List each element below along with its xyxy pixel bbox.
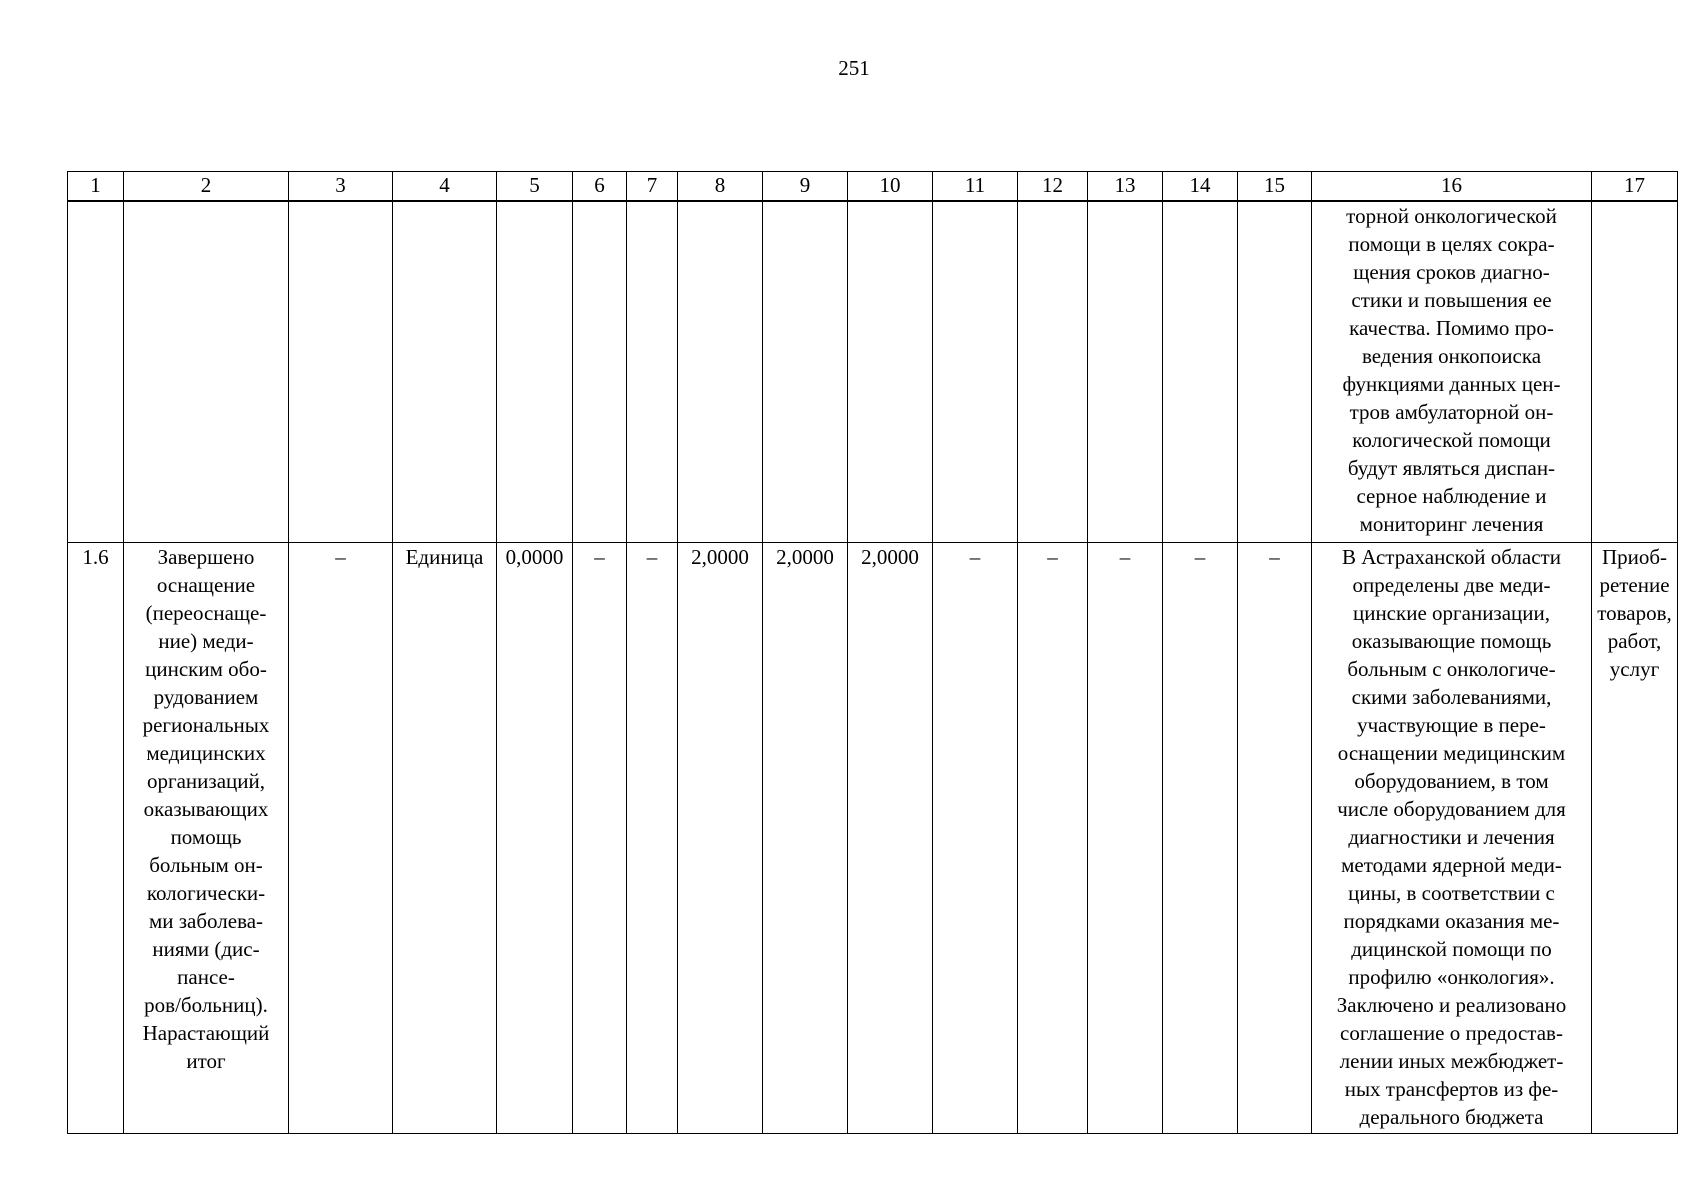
- table-cell: –: [627, 543, 678, 1134]
- column-header: 9: [763, 172, 848, 202]
- column-header: 10: [848, 172, 933, 202]
- table-cell: –: [1238, 543, 1312, 1134]
- column-header: 11: [933, 172, 1018, 202]
- table-cell-empty: [627, 201, 678, 543]
- table-cell-empty: [393, 201, 497, 543]
- table-cell-indicator-name: Завершено оснащение (переоснаще- ние) меди- цинским обо- рудованием региональных медицинских организаций, оказывающих помощь больным он- кологически- ми заболева- ниями (дис- пансе- ров/больниц). Нарастающий итог: [124, 543, 289, 1134]
- table-cell-empty: [763, 201, 848, 543]
- table-cell-comment: торной онкологической помощи в целях сокра- щения сроков диагно- стики и повышения ее качества. Помимо про- ведения онкопоиска функциями данных цен- тров амбулаторной он- кологической помощи будут являться диспан- серное наблюдение и мониторинг лечения: [1312, 201, 1592, 543]
- table-cell-number: 1.6: [68, 543, 124, 1134]
- column-header: 13: [1088, 172, 1163, 202]
- table-cell: –: [573, 543, 627, 1134]
- column-header: 12: [1018, 172, 1088, 202]
- table-cell-empty: [933, 201, 1018, 543]
- table-cell-empty: [1163, 201, 1238, 543]
- column-header: 6: [573, 172, 627, 202]
- table-cell-empty: [1018, 201, 1088, 543]
- column-header: 16: [1312, 172, 1592, 202]
- column-header: 5: [497, 172, 573, 202]
- column-header: 14: [1163, 172, 1238, 202]
- column-header: 4: [393, 172, 497, 202]
- column-header: 17: [1592, 172, 1678, 202]
- column-header: 3: [289, 172, 393, 202]
- table-cell-empty: [1592, 201, 1678, 543]
- column-number-header-row: [68, 172, 1678, 202]
- table-cell: –: [1018, 543, 1088, 1134]
- table-cell-empty: [289, 201, 393, 543]
- page-number: 251: [838, 56, 870, 80]
- table-cell: –: [289, 543, 393, 1134]
- table-cell-empty: [68, 201, 124, 543]
- column-header: 2: [124, 172, 289, 202]
- table-cell-empty: [497, 201, 573, 543]
- table-cell-unit: Единица: [393, 543, 497, 1134]
- column-header: 8: [678, 172, 763, 202]
- table-cell-empty: [678, 201, 763, 543]
- table-cell-value: 2,0000: [763, 543, 848, 1134]
- table-cell-empty: [848, 201, 933, 543]
- table-cell-value: 2,0000: [848, 543, 933, 1134]
- table-cell-value: 0,0000: [497, 543, 573, 1134]
- column-header: 1: [68, 172, 124, 202]
- indicator-table: [67, 171, 1678, 1134]
- table-cell-empty: [1088, 201, 1163, 543]
- table-row-1-6: [68, 543, 1678, 1134]
- table-cell: –: [1163, 543, 1238, 1134]
- table-cell-value: 2,0000: [678, 543, 763, 1134]
- table-cell-comment: В Астраханской области определены две меди- цинские организации, оказывающие помощь больным с онкологиче- скими заболеваниями, участвующие в пере- оснащении медицинским оборудованием, в том числе оборудованием для диагностики и лечения методами ядерной меди- цины, в соответствии с порядками оказания ме- дицинской помощи по профилю «онкология». Заключено и реализовано соглашение о предостав- лении иных межбюджет- ных трансфертов из фе- дерального бюджета: [1312, 543, 1592, 1134]
- table-cell: –: [933, 543, 1018, 1134]
- table-cell: –: [1088, 543, 1163, 1134]
- column-header: 15: [1238, 172, 1312, 202]
- table-row-continuation: [68, 201, 1678, 543]
- table-cell-empty: [124, 201, 289, 543]
- column-header: 7: [627, 172, 678, 202]
- table-cell-empty: [573, 201, 627, 543]
- table-cell-type: Приоб- ретение товаров, работ, услуг: [1592, 543, 1678, 1134]
- table-cell-empty: [1238, 201, 1312, 543]
